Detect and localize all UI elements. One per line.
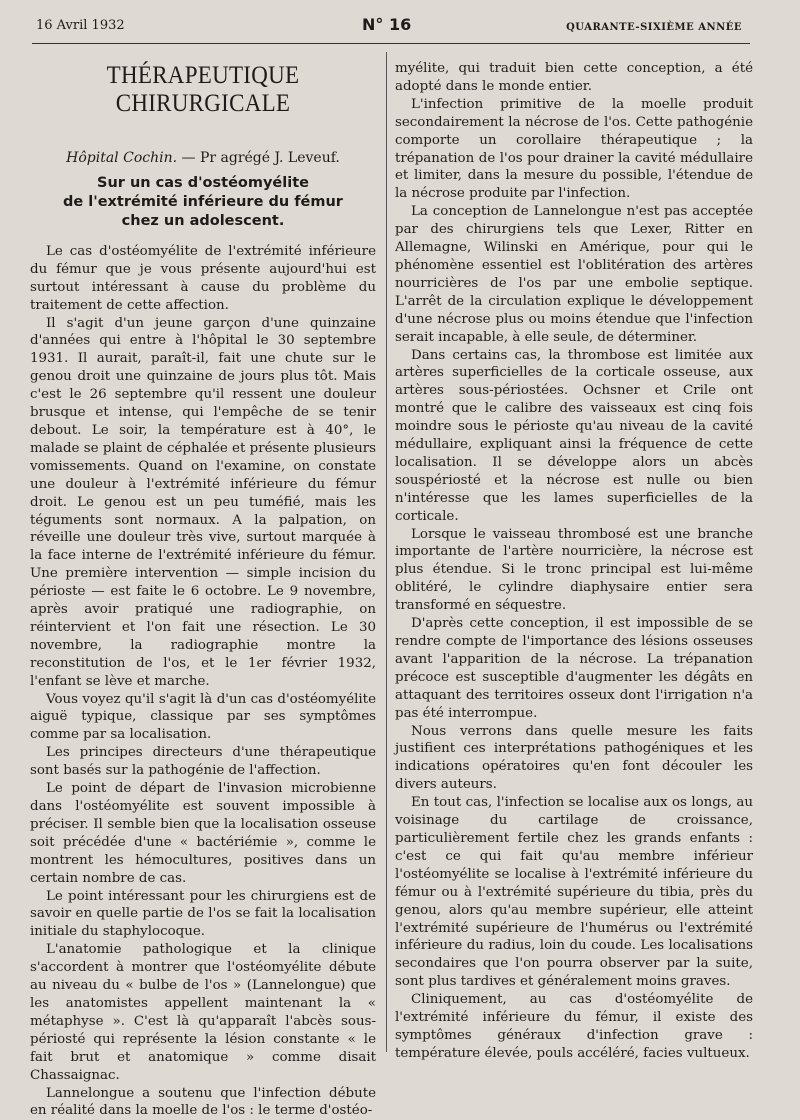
byline-hospital: Hôpital Cochin. [66,150,177,166]
paragraph: Lannelongue a soutenu que l'infection débute en réalité dans la moelle de l'os : le terme d'ostéo- [30,1085,376,1120]
issue-date: 16 Avril 1932 [36,18,125,33]
paragraph: Nous verrons dans quelle mesure les faits justifient ces interprétations pathogéniques et les indications opératoires qu'en font découler les divers auteurs. [395,723,753,795]
section-title: THÉRAPEUTIQUE CHIRURGICALE [44,62,362,118]
article-title-line: Sur un cas d'ostéomyélite [30,174,376,193]
paragraph: Le point de départ de l'invasion microbienne dans l'ostéomyélite est souvent impossible à préciser. Il semble bien que la localisation osseuse soit précédée d'une « bactériémie », comme le montrent les hémocultures, positives dans un certain nombre de cas. [30,780,376,887]
byline [30,150,376,168]
paragraph: L'anatomie pathologique et la clinique s'accordent à montrer que l'ostéomyélite débute au niveau du « bulbe de l'os » (Lannelongue) que les anatomistes appellent maintenant la « métaphyse ». C'est là qu'apparaît l'abcès sous-périosté qui représente la lésion constante « le fait brut et anatomique » comme disait Chassaignac. [30,941,376,1084]
publication-year: QUARANTE-SIXIÈME ANNÉE [566,22,742,33]
paragraph: D'après cette conception, il est impossible de se rendre compte de l'importance des lésions osseuses avant l'apparition de la nécrose. La trépanation précoce est susceptible d'augmenter les dégâts en attaquant des territoires osseux dont l'irrigation n'a pas été interrompue. [395,615,753,722]
right-column [395,60,753,1063]
paragraph: Le point intéressant pour les chirurgiens est de savoir en quelle partie de l'os se fait la localisation initiale du staphylocoque. [30,888,376,942]
byline-dash: — [177,150,200,166]
paragraph: L'infection primitive de la moelle produit secondairement la nécrose de l'os. Cette pathogénie comporte un corollaire thérapeutique ; la trépanation de l'os pour drainer la cavité médullaire et limiter, dans la mesure du possible, l'étendue de la nécrose produite par l'infection. [395,96,753,203]
article-title [30,174,376,231]
paragraph: Vous voyez qu'il s'agit là d'un cas d'ostéomyélite aiguë typique, classique par ses symptômes comme par sa localisation. [30,691,376,745]
paragraph: La conception de Lannelongue n'est pas acceptée par des chirurgiens tels que Lexer, Ritter en Allemagne, Wilinski en Amérique, pour qui le phénomène essentiel est l'oblitération des artères nourricières de l'os par une embolie septique. L'arrêt de la circulation explique le développement d'une nécrose plus ou moins étendue que l'infection serait incapable, à elle seule, de déterminer. [395,203,753,346]
paragraph: Cliniquement, au cas d'ostéomyélite de l'extrémité inférieure du fémur, il existe des symptômes généraux d'infection grave : température élevée, pouls accéléré, facies vultueux. [395,991,753,1063]
article-title-line: de l'extrémité inférieure du fémur [30,193,376,212]
header-rule [32,43,750,44]
paragraph: myélite, qui traduit bien cette conception, a été adopté dans le monde entier. [395,60,753,96]
issue-number: N° 16 [362,15,411,34]
paragraph: Il s'agit d'un jeune garçon d'une quinzaine d'années qui entre à l'hôpital le 30 septembre 1931. Il aurait, paraît-il, fait une chute sur le genou droit une quinzaine de jours plus tôt. Mais c'est le 26 septembre qu'il ressent une douleur brusque et intense, qui l'empêche de se tenir debout. Le soir, la température est à 40°, le malade se plaint de céphalée et présente plusieurs vomissements. Quand on l'examine, on constate une douleur à l'extrémité inférieure du fémur droit. Le genou est un peu tuméfié, mais les téguments sont normaux. A la palpation, on réveille une douleur très vive, surtout marquée à la face interne de l'extrémité inférieure du fémur. Une première intervention — simple incision du périoste — est faite le 6 octobre. Le 9 novembre, après avoir pratiqué une radiographie, on réintervient et l'on fait une résection. Le 30 novembre, la radiographie montre la reconstitution de l'os, et le 1er février 1932, l'enfant se lève et marche. [30,315,376,691]
paragraph: En tout cas, l'infection se localise aux os longs, au voisinage du cartilage de croissance, particulièrement fertile chez les grands enfants : c'est ce qui fait qu'au membre inférieur l'ostéomyélite se localise à l'extrémité inférieure du fémur ou à l'extrémité supérieure du tibia, près du genou, alors qu'au membre supérieur, elle atteint l'extrémité supérieure de l'humérus ou l'extrémité inférieure du radius, loin du coude. Les localisations secondaires que l'on pourra observer par la suite, sont plus tardives et généralement moins graves. [395,794,753,991]
paragraph: Dans certains cas, la thrombose est limitée aux artères superficielles de la corticale osseuse, aux artères sous-périostées. Ochsner et Crile ont montré que le calibre des vaisseaux est cinq fois moindre sous le périoste qu'au niveau de la cavité médullaire, expliquant ainsi la fréquence de cette localisation. Il se développe alors un abcès souspériosté et la nécrose est nulle ou bien n'intéresse que les lames superficielles de la corticale. [395,347,753,526]
left-column [30,62,376,1120]
paragraph: Le cas d'ostéomyélite de l'extrémité inférieure du fémur que je vous présente aujourd'hui est surtout intéressant à cause du problème du traitement de cette affection. [30,243,376,315]
column-divider [386,52,387,1052]
article-title-line: chez un adolescent. [30,212,376,231]
paragraph: Les principes directeurs d'une thérapeutique sont basés sur la pathogénie de l'affection. [30,744,376,780]
byline-author: Pr agrégé J. Leveuf. [200,150,340,166]
paragraph: Lorsque le vaisseau thrombosé est une branche importante de l'artère nourricière, la nécrose est plus étendue. Si le tronc principal est lui-même oblitéré, le cylindre diaphysaire entier sera transformé en séquestre. [395,526,753,616]
